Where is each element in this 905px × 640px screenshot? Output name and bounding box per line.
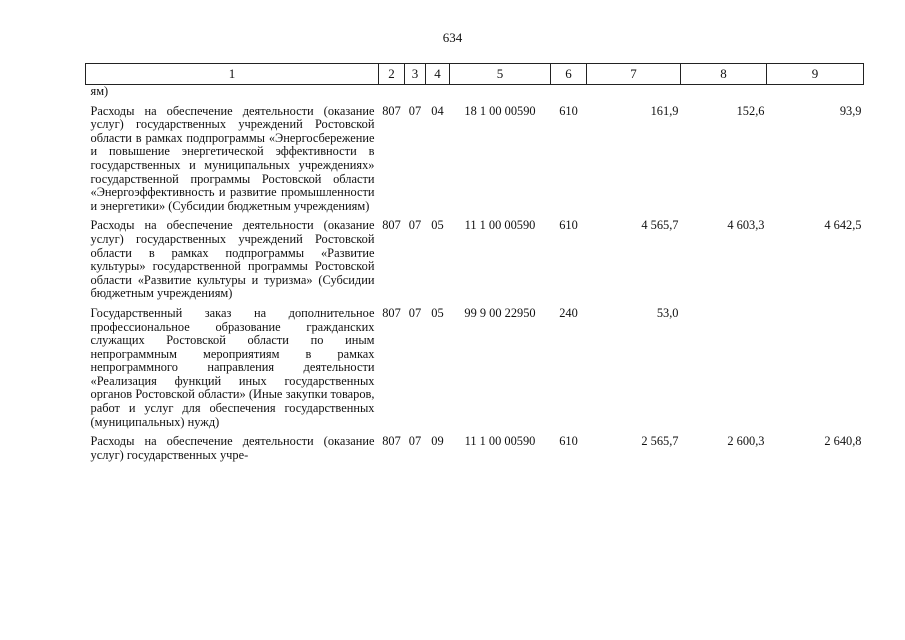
continuation-row [86,85,864,99]
row-code-4: 09 [431,434,444,449]
table-row [86,105,864,214]
header-col-9: 9 [767,64,864,85]
row-value-7: 2 565,7 [641,434,679,449]
row-code-2: 807 [382,305,401,320]
table-row [86,219,864,301]
table-header-row [86,64,864,85]
row-value-8: 152,6 [736,103,765,118]
row-description: Расходы на обеспечение деятельности (оказание услуг) государственных учреждений Ростовской области в рамках подпрограммы «Развитие культуры» государственной программы Ростовской области «Развитие культуры и туризма» (Субсидии бюджетным учреждениям) [90,218,375,301]
row-code-6: 610 [559,218,578,233]
row-value-9 [767,307,864,429]
row-code-4: 05 [431,218,444,233]
row-code-6: 240 [559,305,578,320]
row-code-4: 05 [431,305,444,320]
header-col-6: 6 [551,64,587,85]
header-col-5: 5 [450,64,551,85]
table-row [86,307,864,429]
row-value-7: 53,0 [656,305,679,320]
row-code-5: 99 9 00 22950 [464,305,536,320]
row-code-5: 11 1 00 00590 [464,434,536,449]
row-code-2: 807 [382,103,401,118]
row-description: Расходы на обеспечение деятельности (оказание услуг) государственных учреждений Ростовской области в рамках подпрограммы «Энергосбережение и повышение энергетической эффективности в государственных и муниципальных учреждениях» государственной программы Ростовской области «Энергоэффективность и развитие промышленности и энергетики» (Субсидии бюджетным учреждениям) [90,103,375,213]
row-code-3: 07 [408,305,422,320]
row-value-7: 4 565,7 [641,218,679,233]
header-col-3: 3 [405,64,426,85]
header-col-2: 2 [379,64,405,85]
row-value-7: 161,9 [650,103,679,118]
row-value-8 [681,307,767,429]
row-description: Государственный заказ на дополнительное профессиональное образование гражданских служащих Ростовской области по иным непрограммным мероприятиям в рамках непрограммного направления деятельности «Реализация функций иных государственных органов Ростовской области» (Иные закупки товаров, работ и услуг для обеспечения государственных (муниципальных) нужд) [90,305,375,429]
row-value-9: 93,9 [839,103,862,118]
row-code-3: 07 [408,434,422,449]
header-col-8: 8 [681,64,767,85]
row-code-2: 807 [382,218,401,233]
row-code-4: 04 [431,103,444,118]
row-code-6: 610 [559,434,578,449]
table-row [86,435,864,462]
row-code-5: 11 1 00 00590 [464,218,536,233]
row-code-6: 610 [559,103,578,118]
budget-table [85,63,864,462]
header-col-7: 7 [587,64,681,85]
row-code-2: 807 [382,434,401,449]
continuation-text: ям) [90,84,109,98]
row-code-3: 07 [408,218,422,233]
row-code-3: 07 [408,103,422,118]
row-code-5: 18 1 00 00590 [464,103,536,118]
header-col-4: 4 [426,64,450,85]
row-value-9: 4 642,5 [824,218,862,233]
row-description: Расходы на обеспечение деятельности (оказание услуг) государственных учре- [90,434,375,462]
row-value-9: 2 640,8 [824,434,862,449]
header-col-1: 1 [86,64,379,85]
row-value-8: 4 603,3 [727,218,765,233]
row-value-8: 2 600,3 [727,434,765,449]
page-number: 634 [442,30,463,45]
